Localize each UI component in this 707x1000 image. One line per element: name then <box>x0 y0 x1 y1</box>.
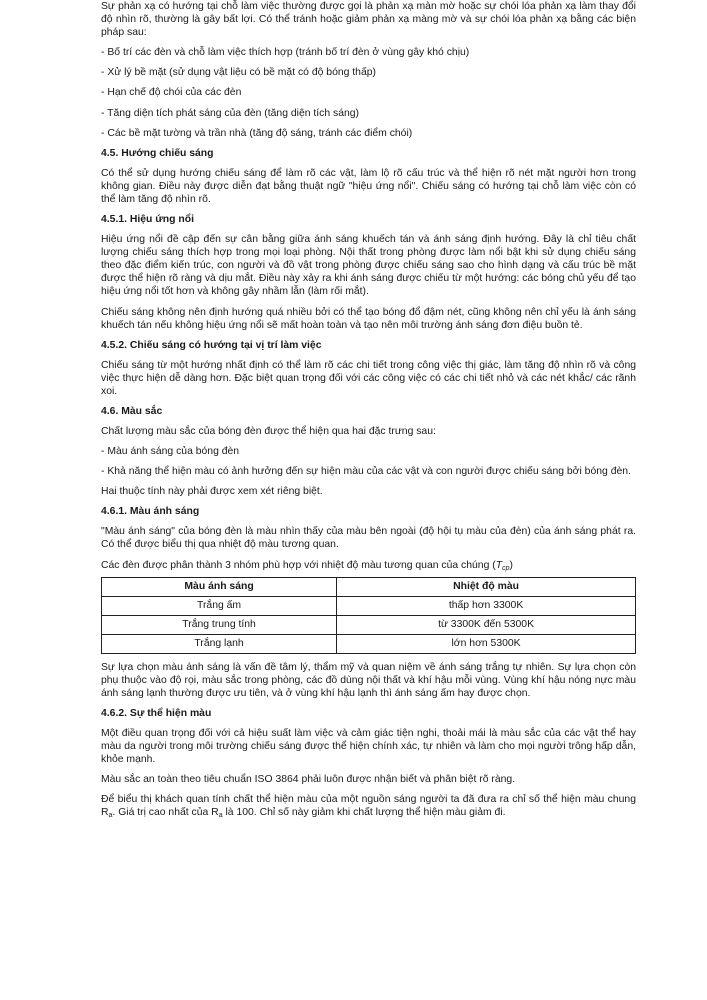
cri-subscript-1: a <box>108 812 113 820</box>
table-row <box>102 596 636 615</box>
section-4-6-paragraph-1: Chất lượng màu sắc của bóng đèn được thể hiện qua hai đặc trưng sau: <box>101 425 436 437</box>
section-4-5-heading: 4.5. Hướng chiếu sáng <box>101 147 214 159</box>
table-caption-end: ) <box>509 559 513 571</box>
section-4-6-2-paragraph-1: Một điều quan trọng đối với cả hiệu suất làm việc và cảm giác tiện nghi, thoải mái là màu sắc của các vật thể hay màu da người trong môi trường chiếu sáng được thể hiện chính xác, tự nhiên và làm cho mọi người trông hấp dẫn, khỏe mạnh. <box>101 727 636 766</box>
table-row <box>102 615 636 634</box>
document-page <box>101 0 636 829</box>
table-cell-light-color: Trắng trung tính <box>102 615 337 634</box>
table-caption-symbol: T <box>495 559 503 571</box>
intro-bullet-3: - Hạn chế độ chói của các đèn <box>101 87 242 99</box>
section-4-5-1-paragraph-2: Chiếu sáng không nên định hướng quá nhiều bởi có thể tạo bóng đổ đậm nét, cũng không nên chỉ yếu là ánh sáng khuếch tán nếu không hiệu ứng nổi sẽ mất hoàn toàn và tạo nên môi trường ánh sáng đơn điệu buồn tẻ. <box>101 306 636 331</box>
table-caption-text: Các đèn được phân thành 3 nhóm phù hợp với nhiệt độ màu tương quan của chúng ( <box>101 559 496 571</box>
cri-text-2: . Giá trị cao nhất của R <box>112 807 219 819</box>
section-4-6-1-paragraph-2: Sự lựa chọn màu ánh sáng là vấn đề tâm lý, thẩm mỹ và quan niệm về ánh sáng trắng tự nhiên. Sự lựa chọn còn phụ thuộc vào độ rọi, màu sắc trong phòng, các đồ dùng nội thất và khí hậu mỗi vùng. Vùng khí hậu nóng nực màu ánh sáng lạnh thường được ưu tiên, và ở vùng khí hậu lạnh thì ánh sáng ấm hay được chọn. <box>101 661 636 699</box>
section-4-6-paragraph-2: Hai thuộc tính này phải được xem xét riêng biệt. <box>101 486 323 498</box>
section-4-6-2-paragraph-2: Màu sắc an toàn theo tiêu chuẩn ISO 3864 phải luôn được nhận biết và phân biệt rõ ràng. <box>101 774 516 786</box>
section-4-6-2-paragraph-3 <box>101 793 636 822</box>
table-cell-light-color: Trắng lạnh <box>102 634 337 653</box>
section-4-6-heading: 4.6. Màu sắc <box>101 405 163 417</box>
intro-bullet-2: - Xử lý bề mặt (sử dụng vật liệu có bề mặt có độ bóng thấp) <box>101 67 376 79</box>
table-caption <box>101 559 636 575</box>
cri-text-3: là 100. Chỉ số này giảm khi chất lượng thể hiện màu giảm đi. <box>222 807 506 819</box>
color-temperature-table <box>101 577 636 654</box>
intro-bullet-1: - Bố trí các đèn và chỗ làm việc thích hợp (tránh bố trí đèn ở vùng gây khó chịu) <box>101 47 470 59</box>
table-header-color-temperature: Nhiệt độ màu <box>337 577 636 596</box>
section-4-6-1-paragraph-1: "Màu ánh sáng" của bóng đèn là màu nhìn thấy của màu bên ngoài (độ hội tụ màu của đèn) của ánh sáng phát ra. Có thể được biểu thị qua nhiệt độ màu tương quan. <box>101 526 636 551</box>
section-4-5-2-paragraph: Chiếu sáng từ một hướng nhất định có thể làm rõ các chi tiết trong công việc thị giác, làm tăng độ nhìn rõ và công việc thực hiện dễ dàng hơn. Đặc biệt quan trọng đối với các công việc có các chi tiết nhỏ và các nét khắc/ các rãnh xoi. <box>101 359 636 397</box>
section-4-5-paragraph: Có thể sử dụng hướng chiếu sáng để làm rõ các vật, làm lộ rõ cấu trúc và thể hiện rõ nét mặt người hơn trong không gian. Điều này được diễn đạt bằng thuật ngữ "hiệu ứng nổi". Chiếu sáng có hướng tại chỗ làm việc còn có thể làm tăng độ nhìn rõ. <box>101 167 636 205</box>
section-4-6-1-heading: 4.6.1. Màu ánh sáng <box>101 506 200 518</box>
section-4-6-bullet-2: - Khả năng thể hiện màu có ảnh hưởng đến sự hiện màu của các vật và con người được chiếu sáng bởi bóng đèn. <box>101 466 631 478</box>
table-header-row <box>102 577 636 596</box>
table-cell-light-color: Trắng ấm <box>102 596 337 615</box>
table-row <box>102 634 636 653</box>
intro-paragraph: Sự phản xạ có hướng tại chỗ làm việc thường được gọi là phản xạ màn mờ hoặc sự chói lóa phản xạ làm thay đổi độ nhìn rõ, thường là gây bất lợi. Có thể tránh hoặc giảm phản xạ màng mờ và sự chói lóa phản xạ bằng các biện pháp sau: <box>101 1 636 39</box>
intro-bullet-4: - Tăng diện tích phát sáng của đèn (tăng diện tích sáng) <box>101 107 360 119</box>
table-caption-subscript: cp <box>502 564 510 572</box>
section-4-5-2-heading: 4.5.2. Chiếu sáng có hướng tại vị trí làm việc <box>101 339 322 351</box>
cri-text-1: Để biểu thị khách quan tính chất thể hiện màu của một nguồn sáng người ta đã đưa ra chỉ số thể hiện màu chung R <box>101 794 636 819</box>
table-cell-temperature: lớn hơn 5300K <box>337 634 636 653</box>
intro-bullet-5: - Các bề mặt tường và trần nhà (tăng độ sáng, tránh các điểm chói) <box>101 127 413 139</box>
table-cell-temperature: thấp hơn 3300K <box>337 596 636 615</box>
table-cell-temperature: từ 3300K đến 5300K <box>337 615 636 634</box>
section-4-5-1-paragraph-1: Hiệu ứng nổi đề cập đến sự cân bằng giữa ánh sáng khuếch tán và ánh sáng định hướng. Đây là chỉ tiêu chất lượng chiếu sáng thích hợp trong mọi loại phòng. Nội thất trong phòng được làm nổi bật khi sử dụng chiếu sáng theo đặc điểm kiến trúc, con người và đồ vật trong phòng được chiếu sáng sao cho hình dạng và cấu trúc bề mặt được thể hiện rõ ràng và dịu mắt. Điều này xảy ra khi ánh sáng được chiếu từ một hướng: các bóng chủ yếu để tạo hiệu ứng nổi tốt hơn và không gây nhầm lẫn (làm rối mắt). <box>101 234 636 298</box>
table-header-light-color: Màu ánh sáng <box>102 577 337 596</box>
section-4-5-1-heading: 4.5.1. Hiệu ứng nổi <box>101 214 194 226</box>
section-4-6-2-heading: 4.6.2. Sự thể hiện màu <box>101 707 212 719</box>
cri-subscript-2: a <box>218 812 223 820</box>
section-4-6-bullet-1: - Màu ánh sáng của bóng đèn <box>101 446 240 458</box>
